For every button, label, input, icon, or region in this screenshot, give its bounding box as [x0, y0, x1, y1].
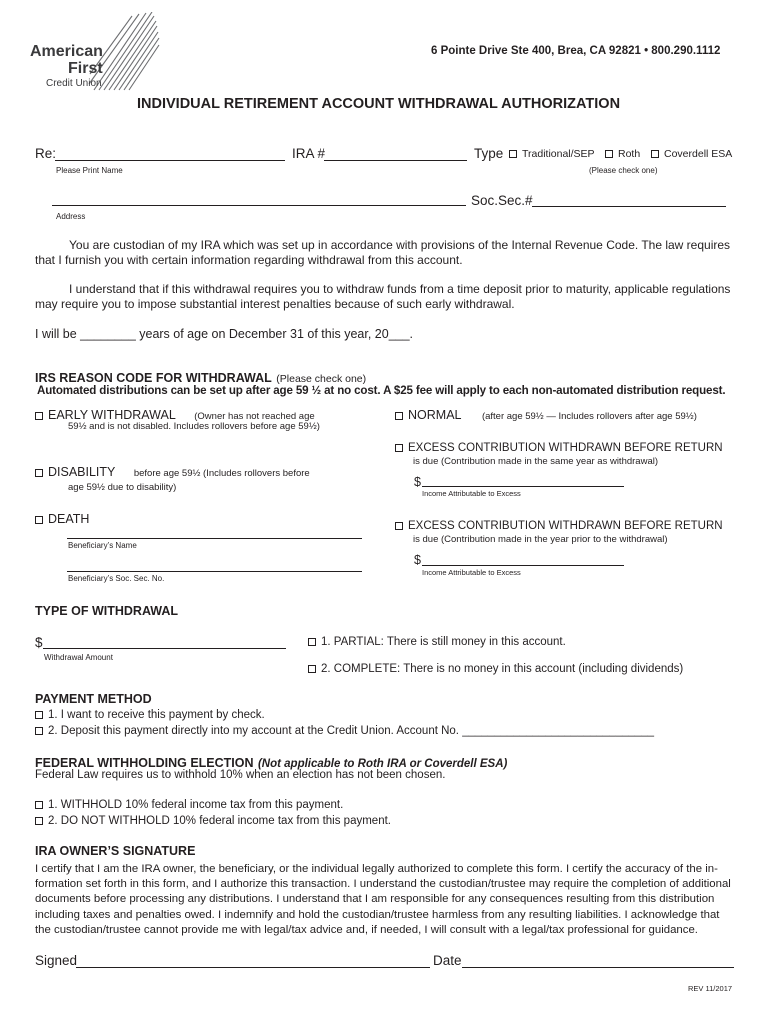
type-option-coverdell[interactable]: Coverdell ESA — [651, 148, 732, 160]
certification-text: I certify that I am the IRA owner, the beneficiary, or the individual legally authorized to complete this form. I certify the accuracy of the in-formation set forth in this form, and I authorize this transaction. I understand the custodian/trustee may require the completion of additional documents before processing any distributions. I understand that I am responsible for any consequences resulting from this distribution including taxes and penalties owed. I indemnify and hold the custodian/trustee harmless from any resulting liabilities. I acknowledge that the custodian/trustee cannot provide me with legal/tax advice and, if needed, I will consult with a legal/tax professional for guidance. — [35, 863, 731, 936]
excess-same-year-note: is due (Contribution made in the same year as withdrawal) — [413, 456, 659, 467]
name-caption: Please Print Name — [56, 166, 123, 175]
checkbox-icon[interactable] — [35, 412, 43, 420]
type-of-withdrawal-heading: TYPE OF WITHDRAWAL — [35, 604, 179, 618]
checkbox-icon[interactable] — [308, 665, 316, 673]
withdrawal-amount-field[interactable] — [43, 648, 286, 649]
re-label: Re: — [35, 146, 57, 161]
checkbox-icon[interactable] — [395, 444, 403, 452]
withhold-option[interactable]: 1. WITHHOLD 10% federal income tax from this payment. — [35, 799, 343, 811]
intro-paragraph-2: I understand that if this withdrawal requires you to withdraw funds from a time deposit prior to maturity, applicable regulations may require you to impose substantial interest penalties because of such early withdrawal. — [35, 282, 731, 311]
checkbox-icon[interactable] — [35, 801, 43, 809]
do-not-withhold-option[interactable]: 2. DO NOT WITHHOLD 10% federal income tax from this payment. — [35, 815, 391, 827]
type-option-roth[interactable]: Roth — [605, 148, 640, 160]
intro-paragraph-1: You are custodian of my IRA which was set up in accordance with provisions of the Internal Revenue Code. The law requires that I furnish you with certain information regarding withdrawal from this account. — [35, 238, 731, 267]
checkbox-icon[interactable] — [35, 469, 43, 477]
checkbox-icon[interactable] — [395, 412, 403, 420]
early-withdrawal-option[interactable]: EARLY WITHDRAWAL (Owner has not reached age — [35, 406, 315, 424]
beneficiary-name-field[interactable] — [67, 538, 362, 539]
signature-field[interactable] — [76, 967, 430, 968]
ira-label: IRA # — [292, 146, 326, 161]
checkbox-icon[interactable] — [651, 150, 659, 158]
checkbox-icon[interactable] — [395, 522, 403, 530]
partial-option[interactable]: 1. PARTIAL: There is still money in this account. — [308, 636, 566, 648]
excess-prior-year-note: is due (Contribution made in the year prior to the withdrawal) — [413, 534, 668, 545]
type-option-traditional[interactable]: Traditional/SEP — [509, 148, 595, 160]
federal-withholding-heading: FEDERAL WITHHOLDING ELECTION (Not applicable to Roth IRA or Coverdell ESA) — [35, 756, 508, 770]
address-caption: Address — [56, 212, 86, 221]
date-field[interactable] — [462, 967, 734, 968]
disability-note: age 59½ due to disability) — [68, 482, 177, 493]
payment-check-option[interactable]: 1. I want to receive this payment by check. — [35, 709, 265, 721]
beneficiary-name-caption: Beneficiary’s Name — [68, 541, 137, 550]
age-statement: I will be ________ years of age on December 31 of this year, 20___. — [35, 327, 414, 341]
early-note: 59½ and is not disabled. Includes rollovers before age 59½) — [68, 421, 320, 432]
payment-method-heading: PAYMENT METHOD — [35, 692, 152, 706]
excess1-amount-field[interactable] — [422, 486, 624, 487]
checkbox-icon[interactable] — [35, 727, 43, 735]
excess1-dollar: $ — [414, 475, 421, 489]
address-field[interactable] — [52, 205, 466, 206]
page-title: INDIVIDUAL RETIREMENT ACCOUNT WITHDRAWAL AUTHORIZATION — [137, 96, 621, 112]
checkbox-icon[interactable] — [605, 150, 613, 158]
checkbox-icon[interactable] — [35, 516, 43, 524]
death-option[interactable]: DEATH — [35, 510, 89, 528]
signature-heading: IRA OWNER’S SIGNATURE — [35, 844, 196, 858]
excess2-dollar: $ — [414, 553, 421, 567]
disability-option[interactable]: DISABILITY before age 59½ (Includes rollovers before — [35, 463, 310, 481]
name-field[interactable] — [55, 160, 285, 161]
excess2-income-caption: Income Attributable to Excess — [422, 568, 521, 577]
beneficiary-ssn-caption: Beneficiary’s Soc. Sec. No. — [68, 574, 165, 583]
excess2-amount-field[interactable] — [422, 565, 624, 566]
signed-label: Signed — [35, 953, 78, 968]
revision-label: REV 11/2017 — [688, 984, 733, 993]
logo-line2: First — [68, 60, 103, 77]
checkbox-icon[interactable] — [308, 638, 316, 646]
checkbox-icon[interactable] — [35, 711, 43, 719]
company-logo — [26, 12, 161, 92]
excess-same-year-option[interactable]: EXCESS CONTRIBUTION WITHDRAWN BEFORE RETURN — [395, 438, 723, 456]
excess-prior-year-option[interactable]: EXCESS CONTRIBUTION WITHDRAWN BEFORE RETURN — [395, 516, 723, 534]
fee-note: Automated distributions can be set up after age 59 ½ at no cost. A $25 fee will apply to each non-automated distribution request. — [37, 384, 726, 397]
type-label: Type — [474, 146, 504, 161]
payment-deposit-option[interactable]: 2. Deposit this payment directly into my account at the Credit Union. Account No. ______________________________ — [35, 725, 654, 737]
header-address: 6 Pointe Drive Ste 400, Brea, CA 92821 • 800.290.1112 — [431, 45, 721, 57]
ssn-label: Soc.Sec.# — [471, 193, 533, 208]
federal-law-note: Federal Law requires us to withhold 10% when an election has not been chosen. — [35, 769, 446, 781]
ssn-field[interactable] — [532, 206, 726, 207]
excess1-income-caption: Income Attributable to Excess — [422, 489, 521, 498]
checkbox-icon[interactable] — [509, 150, 517, 158]
type-caption: (Please check one) — [589, 166, 658, 175]
checkbox-icon[interactable] — [35, 817, 43, 825]
irs-reason-heading: IRS REASON CODE FOR WITHDRAWAL (Please check one) — [35, 371, 367, 385]
logo-line1: American — [30, 43, 103, 60]
date-label: Date — [433, 953, 462, 968]
normal-option[interactable]: NORMAL (after age 59½ — Includes rollovers after age 59½) — [395, 406, 697, 424]
withdrawal-amount-caption: Withdrawal Amount — [44, 653, 113, 662]
withdrawal-dollar: $ — [35, 635, 43, 650]
ira-number-field[interactable] — [324, 160, 467, 161]
beneficiary-ssn-field[interactable] — [67, 571, 362, 572]
logo-line3: Credit Union — [46, 78, 102, 89]
complete-option[interactable]: 2. COMPLETE: There is no money in this account (including dividends) — [308, 663, 683, 675]
